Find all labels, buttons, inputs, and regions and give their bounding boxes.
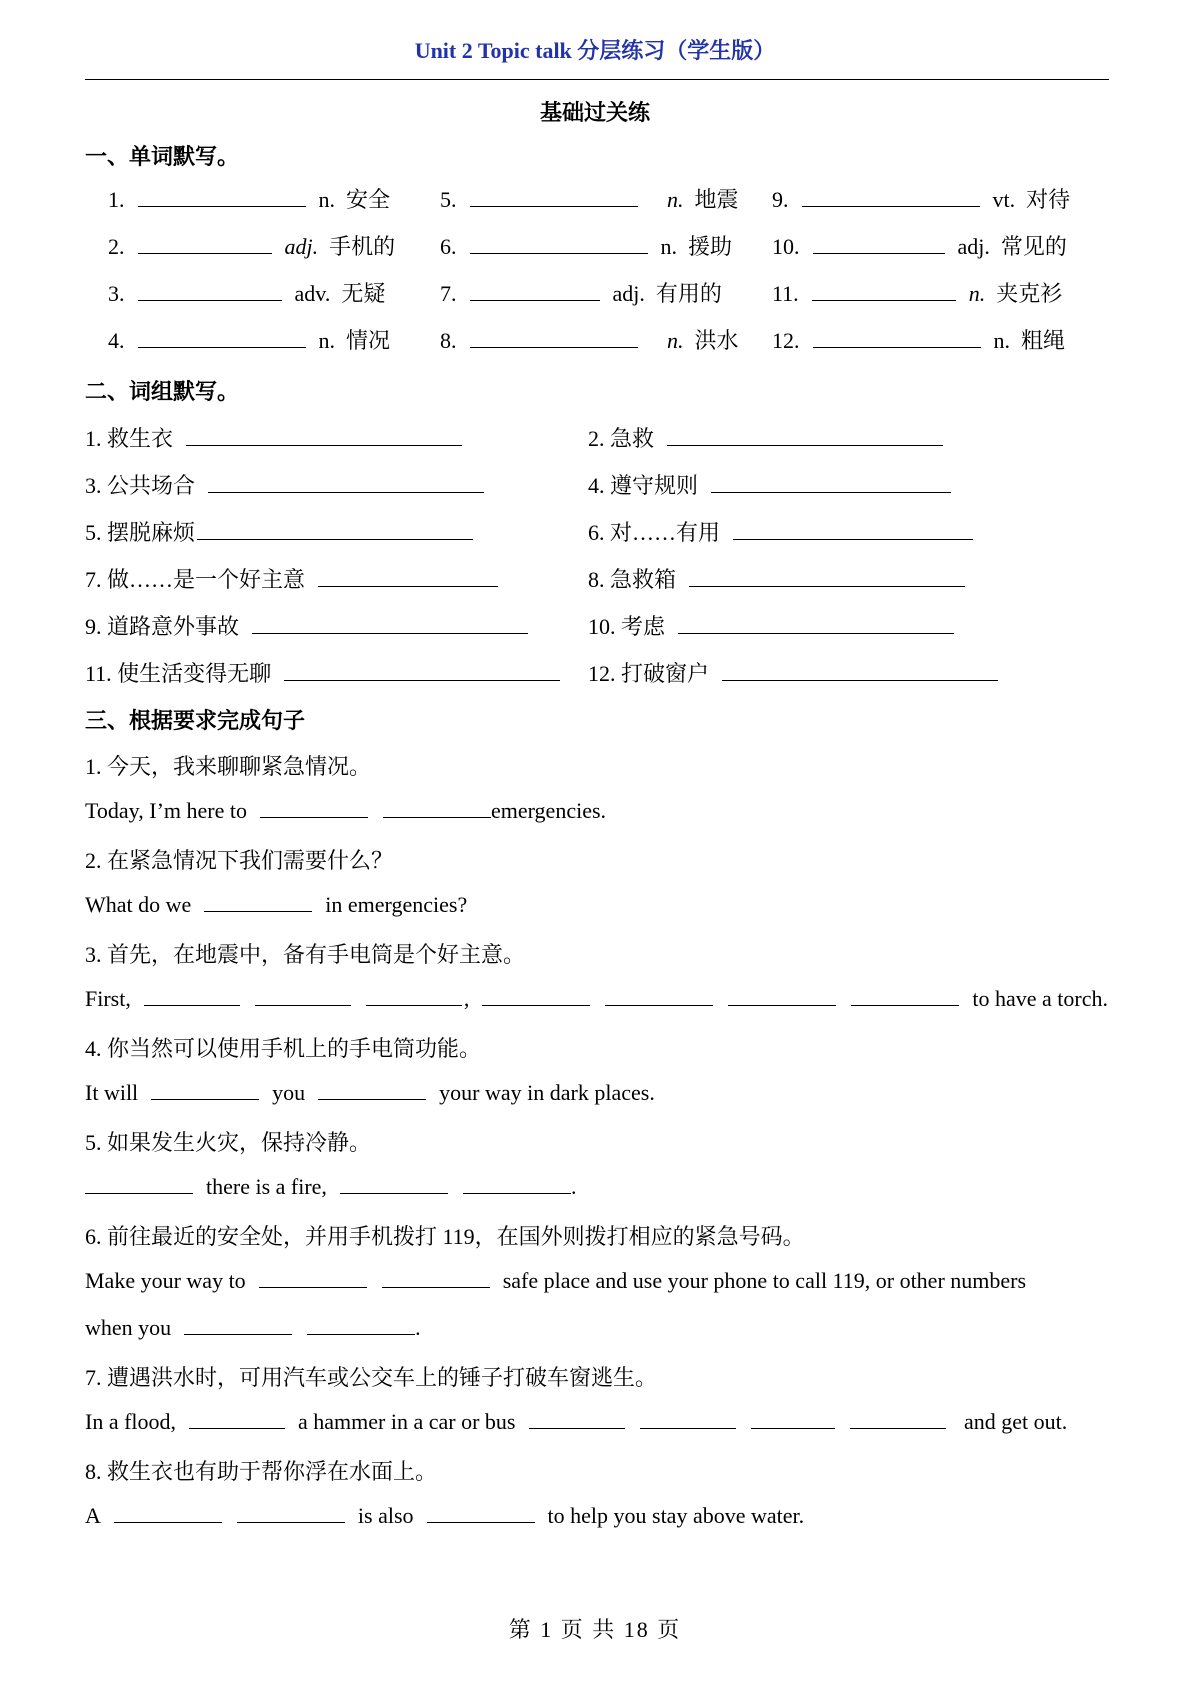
answer-blank[interactable] bbox=[184, 1314, 292, 1335]
answer-blank[interactable] bbox=[470, 280, 600, 301]
answer-blank[interactable] bbox=[237, 1502, 345, 1523]
answer-blank[interactable] bbox=[318, 1079, 426, 1100]
answer-blank[interactable] bbox=[733, 519, 973, 540]
answer-blank[interactable] bbox=[259, 1267, 367, 1288]
section-level-title: 基础过关练 bbox=[539, 100, 650, 125]
sentence-answer: It will you your way in dark places. bbox=[85, 1080, 655, 1105]
sentence-prompt: 7. 遭遇洪水时，可用汽车或公交车上的锤子打破车窗逃生。 bbox=[85, 1365, 658, 1390]
answer-blank[interactable] bbox=[284, 660, 560, 681]
answer-blank[interactable] bbox=[340, 1173, 448, 1194]
sentence-answer: Today, I’m here to emergencies. bbox=[85, 798, 607, 823]
phrase-item: 12. 打破窗户 bbox=[588, 657, 1000, 688]
answer-blank[interactable] bbox=[144, 985, 240, 1006]
answer-blank[interactable] bbox=[138, 233, 272, 254]
vocab-item: 3. adv. 无疑 bbox=[108, 281, 386, 306]
answer-blank[interactable] bbox=[851, 985, 959, 1006]
answer-blank[interactable] bbox=[427, 1502, 535, 1523]
answer-blank[interactable] bbox=[667, 425, 943, 446]
phrase-item: 11. 使生活变得无聊 bbox=[85, 657, 562, 688]
sentence-answer: there is a fire, . bbox=[85, 1173, 576, 1200]
document-title: Unit 2 Topic talk 分层练习（学生版） bbox=[414, 38, 776, 63]
section1-heading: 一、单词默写。 bbox=[85, 144, 240, 169]
answer-blank[interactable] bbox=[470, 186, 638, 207]
answer-blank[interactable] bbox=[470, 233, 648, 254]
phrase-item: 3. 公共场合 bbox=[85, 469, 486, 500]
answer-blank[interactable] bbox=[812, 280, 956, 301]
phrase-item: 9. 道路意外事故 bbox=[85, 610, 530, 641]
section3-heading: 三、根据要求完成句子 bbox=[85, 708, 306, 733]
answer-blank[interactable] bbox=[722, 660, 998, 681]
sentence-answer: In a flood, a hammer in a car or bus and get out. bbox=[85, 1409, 1068, 1434]
sentence-prompt: 1. 今天，我来聊聊紧急情况。 bbox=[85, 754, 372, 779]
answer-blank[interactable] bbox=[189, 1408, 285, 1429]
sentence-prompt: 8. 救生衣也有助于帮你浮在水面上。 bbox=[85, 1459, 438, 1484]
phrase-item: 1. 救生衣 bbox=[85, 422, 464, 453]
phrase-item: 6. 对……有用 bbox=[588, 516, 975, 547]
phrase-item: 5. 摆脱麻烦 bbox=[85, 516, 475, 547]
answer-blank[interactable] bbox=[260, 797, 368, 818]
answer-blank[interactable] bbox=[605, 985, 713, 1006]
answer-blank[interactable] bbox=[252, 613, 528, 634]
answer-blank[interactable] bbox=[318, 566, 498, 587]
answer-blank[interactable] bbox=[366, 985, 462, 1006]
answer-blank[interactable] bbox=[813, 233, 945, 254]
vocab-item: 10. adj. 常见的 bbox=[772, 234, 1067, 259]
answer-blank[interactable] bbox=[85, 1173, 193, 1194]
answer-blank[interactable] bbox=[678, 613, 954, 634]
vocab-item: 4. n. 情况 bbox=[108, 328, 391, 353]
vocab-item: 2. adj. 手机的 bbox=[108, 234, 396, 259]
section2-heading: 二、词组默写。 bbox=[85, 379, 240, 404]
sentence-prompt: 4. 你当然可以使用手机上的手电筒功能。 bbox=[85, 1036, 482, 1061]
answer-blank[interactable] bbox=[307, 1314, 415, 1335]
answer-blank[interactable] bbox=[802, 186, 980, 207]
sentence-prompt: 6. 前往最近的安全处，并用手机拨打 119，在国外则拨打相应的紧急号码。 bbox=[85, 1224, 805, 1249]
sentence-prompt: 3. 首先，在地震中，备有手电筒是个好主意。 bbox=[85, 942, 526, 967]
answer-blank[interactable] bbox=[850, 1408, 946, 1429]
answer-blank[interactable] bbox=[813, 327, 981, 348]
page-number: 第 1 页 共 18 页 bbox=[508, 1617, 682, 1642]
answer-blank[interactable] bbox=[197, 519, 473, 540]
answer-blank[interactable] bbox=[151, 1079, 259, 1100]
answer-blank[interactable] bbox=[751, 1408, 835, 1429]
vocab-item: 9. vt. 对待 bbox=[772, 187, 1071, 212]
answer-blank[interactable] bbox=[482, 985, 590, 1006]
sentence-prompt: 5. 如果发生火灾，保持冷静。 bbox=[85, 1130, 372, 1155]
answer-blank[interactable] bbox=[208, 472, 484, 493]
vocab-item: 5. n. 地震 bbox=[440, 187, 739, 212]
answer-blank[interactable] bbox=[640, 1408, 736, 1429]
answer-blank[interactable] bbox=[529, 1408, 625, 1429]
sentence-answer: First, , to have a torch. bbox=[85, 986, 1108, 1011]
sentence-answer: What do we in emergencies? bbox=[85, 892, 468, 917]
answer-blank[interactable] bbox=[138, 327, 306, 348]
vocab-item: 7. adj. 有用的 bbox=[440, 281, 722, 306]
phrase-item: 8. 急救箱 bbox=[588, 563, 967, 594]
answer-blank[interactable] bbox=[114, 1502, 222, 1523]
sentence-answer: Make your way to safe place and use your phone to call 119, or other numbers bbox=[85, 1268, 1027, 1293]
answer-blank[interactable] bbox=[255, 985, 351, 1006]
answer-blank[interactable] bbox=[470, 327, 638, 348]
vocab-item: 12. n. 粗绳 bbox=[772, 328, 1066, 353]
vocab-item: 1. n. 安全 bbox=[108, 187, 391, 212]
answer-blank[interactable] bbox=[204, 891, 312, 912]
answer-blank[interactable] bbox=[711, 472, 951, 493]
answer-blank[interactable] bbox=[463, 1173, 571, 1194]
answer-blank[interactable] bbox=[728, 985, 836, 1006]
vocab-item: 11. n. 夹克衫 bbox=[772, 281, 1063, 306]
answer-blank[interactable] bbox=[138, 186, 306, 207]
phrase-item: 4. 遵守规则 bbox=[588, 469, 953, 500]
vocab-item: 6. n. 援助 bbox=[440, 234, 733, 259]
answer-blank[interactable] bbox=[383, 797, 491, 818]
sentence-answer: A is also to help you stay above water. bbox=[85, 1503, 805, 1528]
answer-blank[interactable] bbox=[382, 1267, 490, 1288]
header-divider bbox=[85, 79, 1109, 80]
answer-blank[interactable] bbox=[689, 566, 965, 587]
vocab-item: 8. n. 洪水 bbox=[440, 328, 739, 353]
answer-blank[interactable] bbox=[186, 425, 462, 446]
sentence-prompt: 2. 在紧急情况下我们需要什么？ bbox=[85, 848, 394, 873]
sentence-answer: when you . bbox=[85, 1315, 421, 1340]
phrase-item: 10. 考虑 bbox=[588, 610, 956, 641]
phrase-item: 7. 做……是一个好主意 bbox=[85, 563, 500, 594]
phrase-item: 2. 急救 bbox=[588, 422, 945, 453]
answer-blank[interactable] bbox=[138, 280, 282, 301]
